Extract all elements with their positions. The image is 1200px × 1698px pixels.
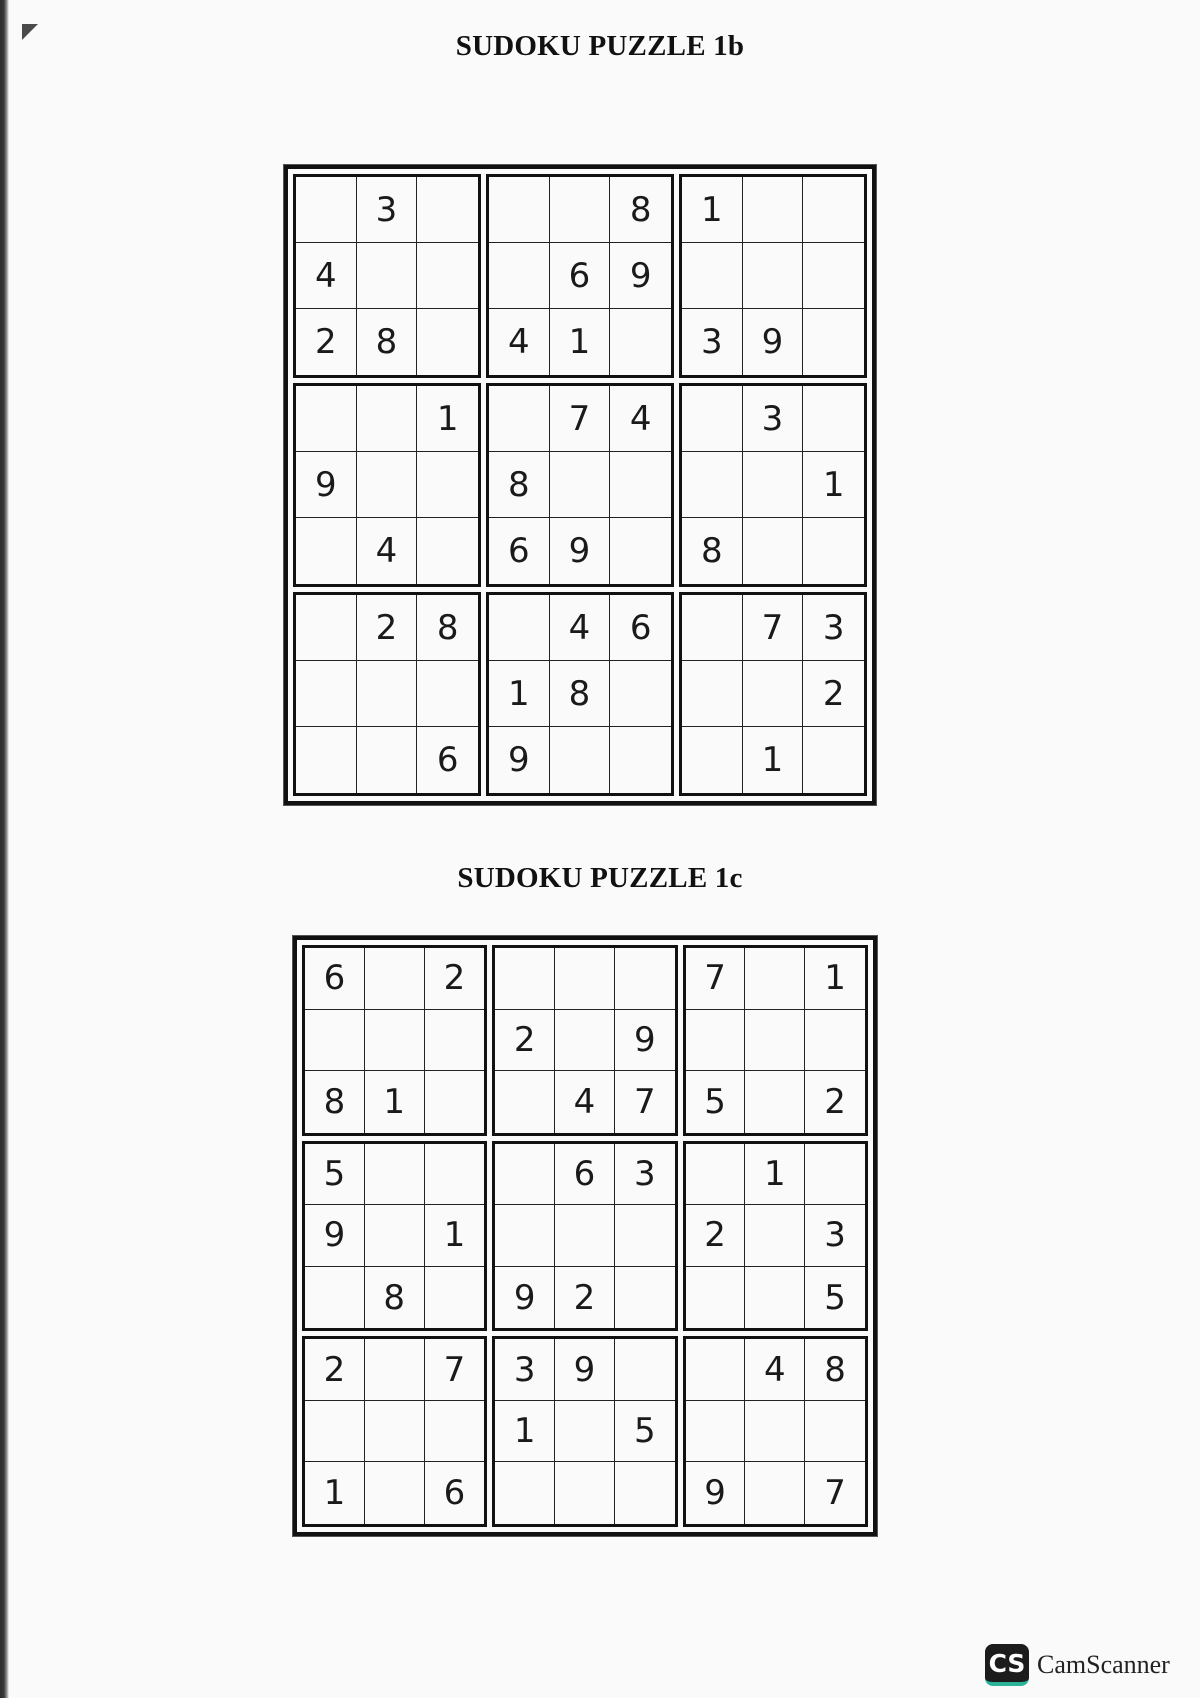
sudoku-cell <box>417 177 478 243</box>
sudoku-cell: 8 <box>357 309 418 375</box>
sudoku-block <box>302 1336 487 1527</box>
sudoku-cell <box>555 1010 615 1072</box>
sudoku-cell <box>555 1401 615 1463</box>
sudoku-cell: 3 <box>743 386 804 452</box>
sudoku-block <box>679 174 867 378</box>
sudoku-cell <box>417 243 478 309</box>
sudoku-cell: 6 <box>443 1473 466 1514</box>
sudoku-cell <box>495 1144 555 1206</box>
camscanner-logo-icon: CS <box>985 1644 1029 1686</box>
sudoku-cell: 9 <box>686 1462 746 1524</box>
sudoku-cell <box>615 1462 675 1524</box>
sudoku-cell <box>743 243 804 309</box>
sudoku-cell <box>365 1010 425 1072</box>
sudoku-cell: 6 <box>555 1144 615 1206</box>
sudoku-cell <box>489 243 550 309</box>
sudoku-block <box>492 945 677 1136</box>
sudoku-cell: 1 <box>495 1401 555 1463</box>
sudoku-cell <box>745 1071 805 1133</box>
sudoku-cell: 3 <box>495 1339 555 1401</box>
sudoku-cell <box>417 309 478 375</box>
sudoku-cell <box>682 386 743 452</box>
sudoku-block <box>492 1141 677 1332</box>
sudoku-cell: 3 <box>682 309 743 375</box>
sudoku-cell <box>610 518 671 584</box>
sudoku-cell: 1 <box>489 661 550 727</box>
sudoku-cell: 1 <box>365 1071 425 1133</box>
sudoku-cell: 6 <box>610 595 671 661</box>
sudoku-cell: 9 <box>489 727 550 793</box>
sudoku-cell <box>555 1205 615 1267</box>
sudoku-cell <box>305 1401 365 1463</box>
sudoku-cell <box>615 1205 675 1267</box>
sudoku-cell: 2 <box>357 595 418 661</box>
sudoku-cell <box>425 1144 485 1206</box>
page-left-edge-shadow <box>0 0 9 1698</box>
sudoku-block <box>683 1336 868 1527</box>
sudoku-cell <box>745 1010 805 1072</box>
sudoku-cell <box>357 452 418 518</box>
sudoku-board-1b <box>284 165 876 805</box>
sudoku-cell <box>365 1339 425 1401</box>
sudoku-cell <box>610 661 671 727</box>
sudoku-cell <box>417 661 478 727</box>
sudoku-cell: 6 <box>436 740 459 780</box>
sudoku-cell: 8 <box>305 1071 365 1133</box>
sudoku-cell: 4 <box>610 386 671 452</box>
sudoku-cell: 2 <box>425 948 485 1010</box>
sudoku-cell: 9 <box>305 1205 365 1267</box>
sudoku-block <box>302 1141 487 1332</box>
sudoku-cell: 3 <box>805 1205 865 1267</box>
sudoku-cell <box>296 661 357 727</box>
sudoku-cell: 4 <box>296 243 357 309</box>
sudoku-cell <box>686 1010 746 1072</box>
sudoku-block <box>486 383 674 587</box>
sudoku-cell <box>365 1205 425 1267</box>
sudoku-cell: 9 <box>615 1010 675 1072</box>
sudoku-cell: 9 <box>296 452 357 518</box>
sudoku-block <box>486 174 674 378</box>
sudoku-cell <box>745 948 805 1010</box>
sudoku-block <box>486 592 674 796</box>
sudoku-cell <box>745 1267 805 1329</box>
sudoku-cell <box>615 948 675 1010</box>
sudoku-cell: 3 <box>803 595 864 661</box>
sudoku-board-1c <box>293 936 877 1536</box>
sudoku-cell <box>682 595 743 661</box>
sudoku-cell <box>615 1267 675 1329</box>
sudoku-cell: 3 <box>615 1144 675 1206</box>
sudoku-cell: 8 <box>550 661 611 727</box>
sudoku-cell: 4 <box>745 1339 805 1401</box>
sudoku-cell: 1 <box>682 177 743 243</box>
sudoku-cell: 9 <box>495 1267 555 1329</box>
sudoku-cell: 2 <box>495 1010 555 1072</box>
sudoku-block <box>492 1336 677 1527</box>
sudoku-cell <box>425 1401 485 1463</box>
sudoku-cell: 8 <box>610 177 671 243</box>
sudoku-cell <box>425 1267 485 1329</box>
sudoku-cell: 7 <box>425 1339 485 1401</box>
sudoku-cell: 1 <box>425 1205 485 1267</box>
sudoku-cell <box>555 1462 615 1524</box>
sudoku-cell: 3 <box>357 177 418 243</box>
sudoku-cell: 4 <box>555 1071 615 1133</box>
sudoku-cell <box>495 1462 555 1524</box>
sudoku-cell <box>803 727 864 793</box>
sudoku-cell: 1 <box>805 948 865 1010</box>
sudoku-cell <box>803 309 864 375</box>
sudoku-cell <box>803 243 864 309</box>
sudoku-cell: 8 <box>417 595 478 661</box>
sudoku-cell <box>495 1205 555 1267</box>
sudoku-cell <box>495 1071 555 1133</box>
sudoku-cell <box>489 177 550 243</box>
puzzle-1b-title: SUDOKU PUZZLE 1b <box>455 30 745 62</box>
sudoku-cell <box>686 1144 746 1206</box>
sudoku-cell: 9 <box>550 518 611 584</box>
sudoku-cell <box>296 386 357 452</box>
sudoku-cell: 1 <box>743 727 804 793</box>
sudoku-cell <box>305 1267 365 1329</box>
sudoku-cell <box>805 1401 865 1463</box>
sudoku-cell: 2 <box>803 661 864 727</box>
sudoku-cell: 7 <box>550 386 611 452</box>
sudoku-cell: 2 <box>824 1081 846 1122</box>
sudoku-cell <box>489 595 550 661</box>
sudoku-cell <box>743 452 804 518</box>
sudoku-cell: 2 <box>686 1205 746 1267</box>
sudoku-cell <box>489 386 550 452</box>
sudoku-cell <box>357 386 418 452</box>
sudoku-cell <box>365 1401 425 1463</box>
sudoku-cell <box>745 1205 805 1267</box>
sudoku-cell <box>425 1071 485 1133</box>
sudoku-cell <box>803 386 864 452</box>
sudoku-cell <box>803 518 864 584</box>
sudoku-cell <box>805 1010 865 1072</box>
sudoku-cell: 5 <box>615 1401 675 1463</box>
puzzle-1c-title: SUDOKU PUZZLE 1c <box>457 862 743 894</box>
sudoku-cell <box>682 727 743 793</box>
sudoku-block <box>293 592 481 796</box>
sudoku-cell <box>417 452 478 518</box>
sudoku-cell <box>615 1339 675 1401</box>
sudoku-cell <box>743 177 804 243</box>
sudoku-cell <box>610 309 671 375</box>
sudoku-cell: 5 <box>305 1144 365 1206</box>
sudoku-cell: 7 <box>633 1081 656 1122</box>
sudoku-cell <box>745 1462 805 1524</box>
sudoku-cell <box>357 243 418 309</box>
sudoku-cell <box>682 243 743 309</box>
sudoku-cell <box>550 177 611 243</box>
sudoku-cell: 9 <box>610 243 671 309</box>
sudoku-cell <box>686 1339 746 1401</box>
sudoku-cell <box>495 948 555 1010</box>
sudoku-cell <box>365 1462 425 1524</box>
sudoku-cell <box>610 452 671 518</box>
sudoku-cell: 7 <box>743 595 804 661</box>
sudoku-cell <box>296 518 357 584</box>
sudoku-cell <box>805 1144 865 1206</box>
sudoku-cell <box>296 727 357 793</box>
sudoku-block <box>679 383 867 587</box>
sudoku-cell: 4 <box>357 518 418 584</box>
sudoku-cell <box>803 177 864 243</box>
sudoku-block <box>683 945 868 1136</box>
sudoku-cell <box>417 518 478 584</box>
sudoku-cell <box>682 452 743 518</box>
sudoku-cell: 1 <box>305 1462 365 1524</box>
sudoku-cell: 8 <box>805 1339 865 1401</box>
sudoku-cell <box>686 1267 746 1329</box>
sudoku-cell <box>610 727 671 793</box>
sudoku-cell <box>305 1010 365 1072</box>
sudoku-cell: 1 <box>745 1144 805 1206</box>
sudoku-cell <box>743 518 804 584</box>
sudoku-cell <box>550 727 611 793</box>
sudoku-cell <box>296 177 357 243</box>
sudoku-cell: 1 <box>417 386 478 452</box>
sudoku-cell: 1 <box>550 309 611 375</box>
sudoku-cell: 9 <box>743 309 804 375</box>
sudoku-block <box>293 383 481 587</box>
sudoku-cell <box>743 661 804 727</box>
sudoku-cell: 6 <box>305 948 365 1010</box>
sudoku-cell <box>550 452 611 518</box>
sudoku-cell: 4 <box>550 595 611 661</box>
sudoku-cell: 2 <box>305 1339 365 1401</box>
sudoku-cell: 7 <box>686 948 746 1010</box>
sudoku-cell: 8 <box>365 1267 425 1329</box>
sudoku-cell: 1 <box>803 452 864 518</box>
sudoku-cell: 6 <box>550 243 611 309</box>
sudoku-cell: 2 <box>555 1267 615 1329</box>
sudoku-block <box>293 174 481 378</box>
sudoku-cell <box>357 661 418 727</box>
sudoku-cell: 8 <box>682 518 743 584</box>
sudoku-cell <box>745 1401 805 1463</box>
sudoku-block <box>679 592 867 796</box>
camscanner-name: CamScanner <box>1037 1650 1170 1679</box>
sudoku-block <box>683 1141 868 1332</box>
sudoku-cell <box>682 661 743 727</box>
sudoku-cell <box>357 727 418 793</box>
sudoku-cell: 5 <box>824 1277 846 1318</box>
sudoku-cell: 7 <box>824 1473 846 1514</box>
sudoku-cell: 6 <box>489 518 550 584</box>
camscanner-watermark <box>985 1644 1170 1686</box>
sudoku-cell: 4 <box>489 309 550 375</box>
sudoku-cell <box>425 1010 485 1072</box>
sudoku-cell: 9 <box>555 1339 615 1401</box>
sudoku-cell <box>365 1144 425 1206</box>
sudoku-cell <box>296 595 357 661</box>
sudoku-cell <box>365 948 425 1010</box>
sudoku-cell: 5 <box>686 1071 746 1133</box>
sudoku-cell: 2 <box>296 309 357 375</box>
sudoku-block <box>302 945 487 1136</box>
sudoku-cell: 8 <box>489 452 550 518</box>
sudoku-cell <box>555 948 615 1010</box>
sudoku-cell <box>686 1401 746 1463</box>
